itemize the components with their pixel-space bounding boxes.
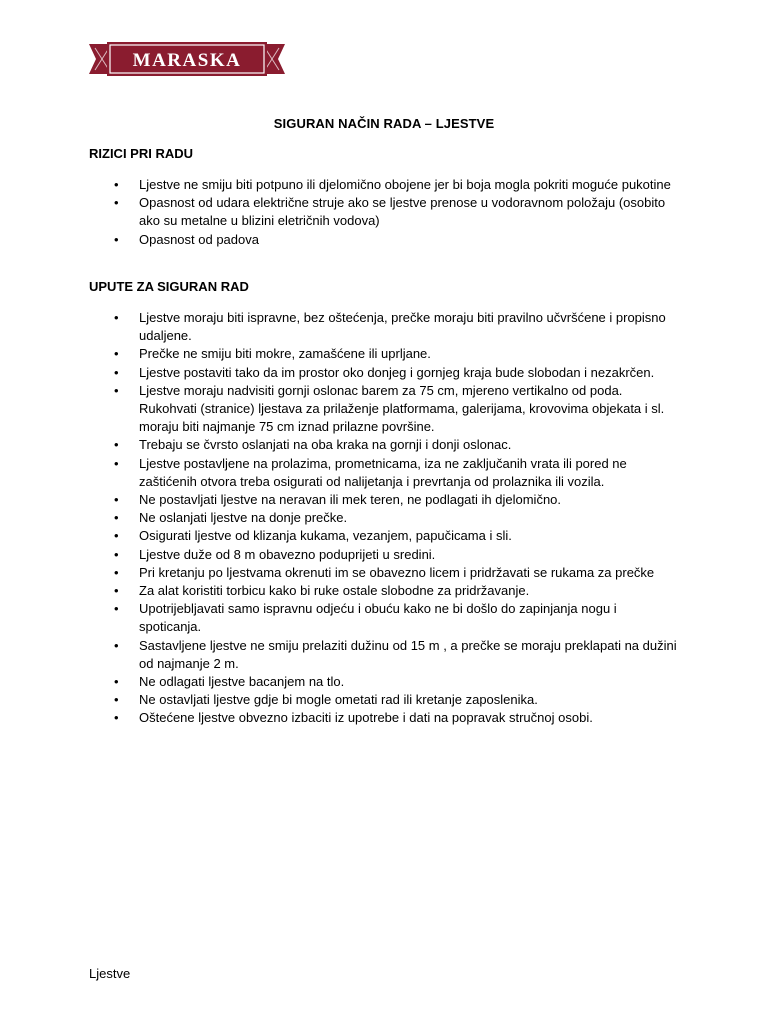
list-item-text: Ljestve ne smiju biti potpuno ili djelomično obojene jer bi boja mogla pokriti moguće pukotine <box>139 177 671 192</box>
list-item-text: Ljestve postavljene na prolazima, prometnicama, iza ne zaključanih vrata ili pored ne zaštićenih otvora treba osigurati od nalijetanja i prevrtanja od prolaznika ili vozila. <box>139 455 627 489</box>
list-item <box>89 194 679 230</box>
bullet-icon: • <box>114 346 119 362</box>
list-item-text: Ljestve duže od 8 m obavezno poduprijeti u sredini. <box>139 546 436 562</box>
bullet-icon: • <box>114 231 119 247</box>
list-item <box>89 364 679 382</box>
instructions-heading: UPUTE ZA SIGURAN RAD <box>89 279 249 294</box>
list-item-text: Upotrijebljavati samo ispravnu odjeću i obuću kako ne bi došlo do zapinjanja nogu i spoticanja. <box>139 601 617 635</box>
list-item-text: Pri kretanju po ljestvama okrenuti im se obavezno licem i pridržavati se rukama za prečke <box>139 564 655 580</box>
list-item-text: Za alat koristiti torbicu kako bi ruke ostale slobodne za pridržavanje. <box>139 583 530 599</box>
bullet-icon: • <box>114 601 119 617</box>
list-item-text: Osigurati ljestve od klizanja kukama, vezanjem, papučicama i sli. <box>139 528 512 544</box>
bullet-icon: • <box>114 492 119 508</box>
list-item-text: Opasnost od udara električne struje ako se ljestve prenose u vodoravnom položaju (osobito ako su metalne u blizini eletričnih vodova) <box>139 195 666 229</box>
page-footer: Ljestve <box>89 966 131 981</box>
bullet-icon: • <box>114 692 119 708</box>
list-item <box>89 382 679 437</box>
list-item <box>89 509 679 527</box>
bullet-icon: • <box>114 364 119 380</box>
list-item-text: Prečke ne smiju biti mokre, zamašćene ili uprljane. <box>139 346 431 362</box>
bullet-icon: • <box>114 437 119 453</box>
list-item <box>89 309 679 345</box>
list-item-text: Sastavljene ljestve ne smiju prelaziti dužinu od 15 m , a prečke se moraju preklapati na dužini od najmanje 2 m. <box>139 637 677 671</box>
document-title: SIGURAN NAČIN RADA – LJESTVE <box>273 116 495 131</box>
maraska-logo-graphic <box>89 42 285 76</box>
bullet-icon: • <box>114 528 119 544</box>
list-item <box>89 527 679 545</box>
list-item-text: Ljestve postaviti tako da im prostor oko donjeg i gornjeg kraja bude slobodan i nezakrčen. <box>139 364 655 380</box>
bullet-icon: • <box>114 455 119 471</box>
bullet-icon: • <box>114 583 119 599</box>
list-item <box>89 582 679 600</box>
list-item <box>89 637 679 673</box>
list-item-text: Trebaju se čvrsto oslanjati na oba kraka na gornji i donji oslonac. <box>139 437 512 453</box>
list-item <box>89 709 679 727</box>
bullet-icon: • <box>114 177 119 192</box>
risks-list <box>89 176 679 249</box>
list-item <box>89 176 679 194</box>
list-item <box>89 546 679 564</box>
list-item <box>89 564 679 582</box>
bullet-icon: • <box>114 546 119 562</box>
instructions-list <box>89 309 679 728</box>
risks-heading: RIZICI PRI RADU <box>89 146 193 161</box>
bullet-icon: • <box>114 710 119 726</box>
bullet-icon: • <box>114 310 119 325</box>
list-item-text: Ljestve moraju nadvisiti gornji oslonac barem za 75 cm, mjereno vertikalno od poda. Rukohvati (stranice) ljestava za prilaženje platformama, galerijama, krovovima objekata i sl. moraju biti najmanje 75 cm iznad prilazne površine. <box>139 382 665 435</box>
list-item <box>89 231 679 249</box>
bullet-icon: • <box>114 382 119 398</box>
list-item <box>89 600 679 636</box>
list-item-text: Ne postavljati ljestve na neravan ili mek teren, ne podlagati ih djelomično. <box>139 492 562 508</box>
list-item-text: Ne odlagati ljestve bacanjem na tlo. <box>139 674 345 690</box>
list-item <box>89 491 679 509</box>
list-item-text: Ne oslanjati ljestve na donje prečke. <box>139 510 348 526</box>
maraska-logo <box>89 42 285 76</box>
list-item-text: Oštećene ljestve obvezno izbaciti iz upotrebe i dati na popravak stručnoj osobi. <box>139 710 593 726</box>
logo-text: MARASKA <box>132 50 242 71</box>
bullet-icon: • <box>114 510 119 526</box>
list-item-text: Ne ostavljati ljestve gdje bi mogle ometati rad ili kretanje zaposlenika. <box>139 692 538 708</box>
bullet-icon: • <box>114 564 119 580</box>
list-item-text: Opasnost od padova <box>139 231 259 247</box>
bullet-icon: • <box>114 674 119 690</box>
list-item <box>89 455 679 491</box>
list-item-text: Ljestve moraju biti ispravne, bez oštećenja, prečke moraju biti pravilno učvršćene i propisno udaljene. <box>139 310 666 344</box>
bullet-icon: • <box>114 195 119 211</box>
list-item <box>89 345 679 363</box>
list-item <box>89 436 679 454</box>
list-item <box>89 691 679 709</box>
bullet-icon: • <box>114 637 119 653</box>
list-item <box>89 673 679 691</box>
